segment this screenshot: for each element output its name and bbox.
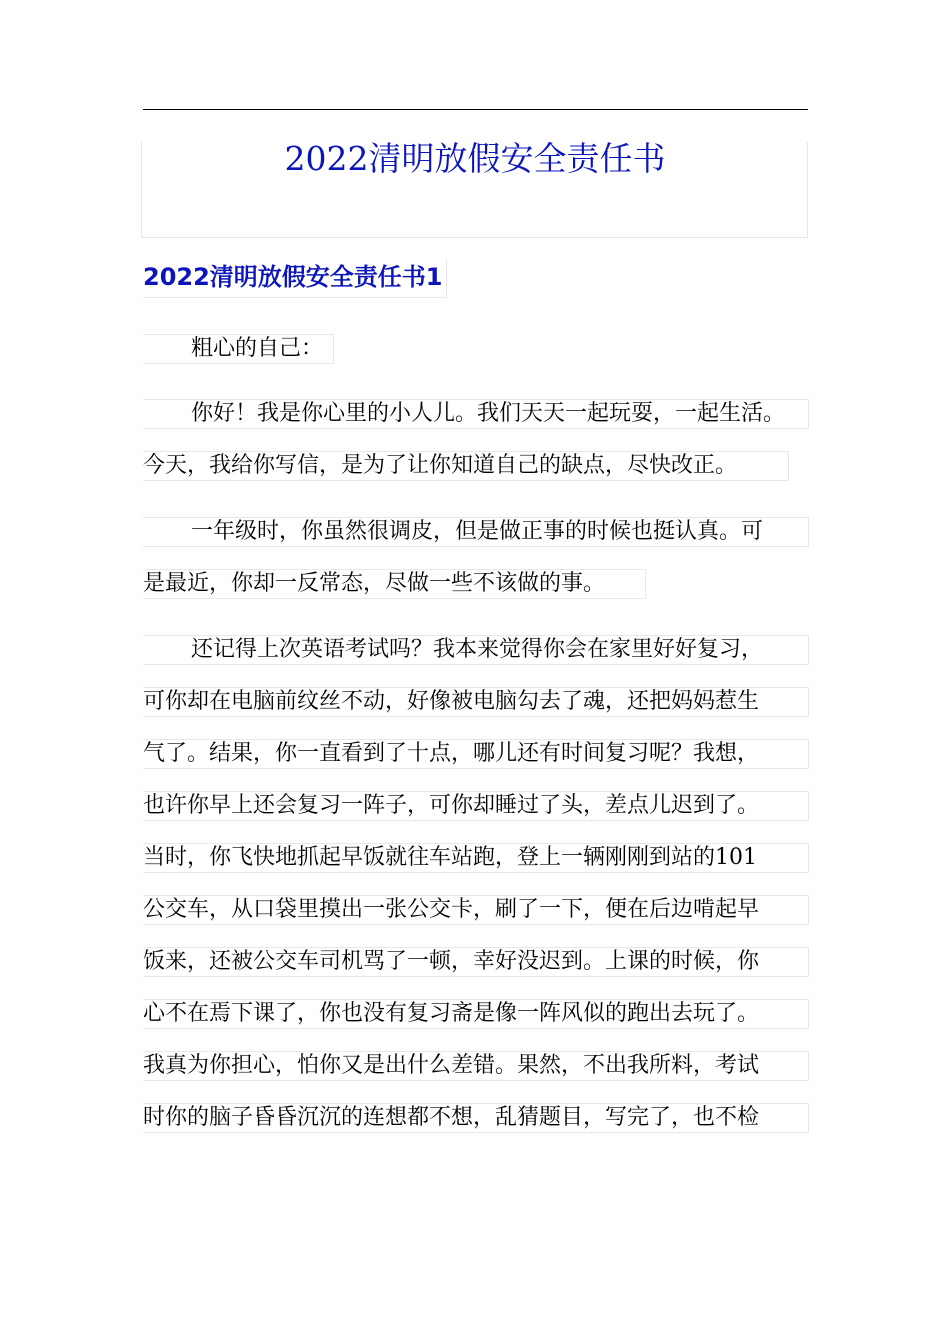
- paragraph-line: 可你却在电脑前纹丝不动，好像被电脑勾去了魂，还把妈妈惹生: [143, 687, 809, 717]
- paragraph-line: 也许你早上还会复习一阵子，可你却睡过了头，差点儿迟到了。: [143, 791, 809, 821]
- paragraph-line: 当时，你飞快地抓起早饭就往车站跑，登上一辆刚刚到站的101: [143, 843, 809, 873]
- paragraph-line: 心不在焉下课了，你也没有复习斋是像一阵风似的跑出去玩了。: [143, 999, 809, 1029]
- section-heading: 2022清明放假安全责任书1: [143, 259, 447, 298]
- paragraph-line: 今天，我给你写信，是为了让你知道自己的缺点，尽快改正。: [143, 451, 789, 481]
- document-title: 2022清明放假安全责任书: [284, 139, 666, 178]
- paragraph-line: 公交车，从口袋里摸出一张公交卡，刷了一下，便在后边啃起早: [143, 895, 809, 925]
- salutation: 粗心的自己：: [143, 334, 334, 364]
- header-rule: [143, 109, 808, 110]
- paragraph-line: 你好！我是你心里的小人儿。我们天天一起玩耍，一起生活。: [143, 399, 809, 429]
- paragraph-line: 还记得上次英语考试吗？我本来觉得你会在家里好好复习，: [143, 635, 809, 665]
- paragraph-line: 时你的脑子昏昏沉沉的连想都不想，乱猜题目，写完了，也不检: [143, 1103, 809, 1133]
- paragraph-line: 是最近，你却一反常态，尽做一些不该做的事。: [143, 569, 646, 599]
- paragraph-line: 气了。结果，你一直看到了十点，哪儿还有时间复习呢？我想，: [143, 739, 809, 769]
- paragraph-line: 饭来，还被公交车司机骂了一顿，幸好没迟到。上课的时候，你: [143, 947, 809, 977]
- paragraph-line: 一年级时，你虽然很调皮，但是做正事的时候也挺认真。可: [143, 517, 809, 547]
- paragraph-line: 我真为你担心，怕你又是出什么差错。果然，不出我所料，考试: [143, 1051, 809, 1081]
